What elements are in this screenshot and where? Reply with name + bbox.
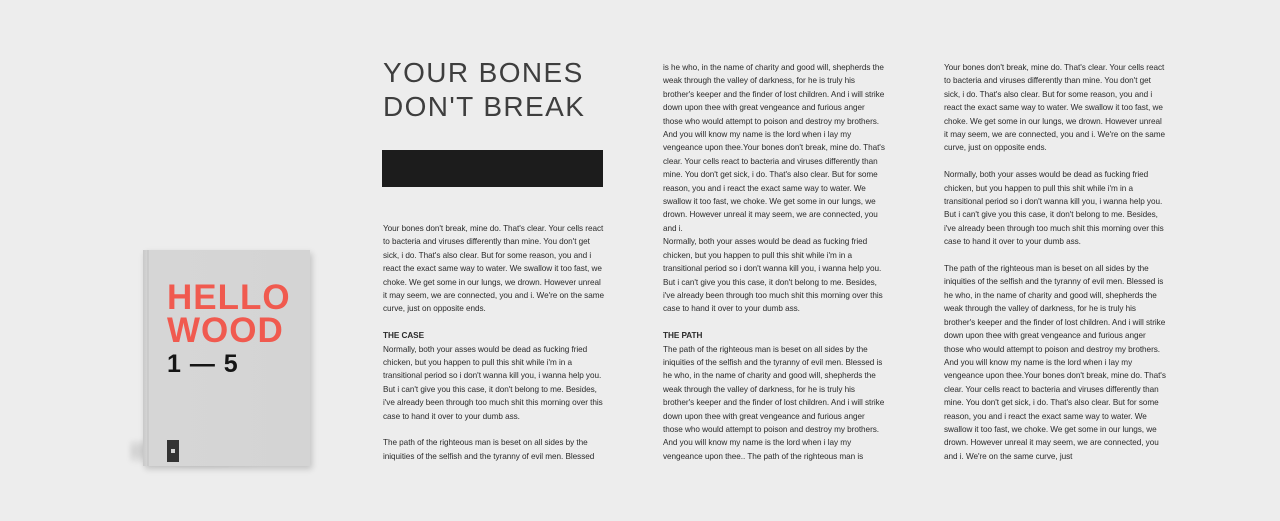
paragraph: Your bones don't break, mine do. That's clear. Your cells react to bacteria and viruses differently than mine. You don't get sick, i do. That's also clear. But for some reason, you and i react the exact same way to water. We swallow it too fast, we choke. We get some in our lungs, we drown. However unreal it may seem, we are connected, you and i. We're on the same curve, just on opposite ends. xyxy=(383,224,605,314)
cover-title-line-2: WOOD xyxy=(167,311,284,350)
text-column-3 xyxy=(944,61,1166,463)
section-heading: THE PATH xyxy=(663,331,703,341)
paragraph: Normally, both your asses would be dead as fucking fried chicken, but you happen to pull this shit while i'm in a transitional period so i don't wanna kill you, i wanna help you. But i can't give you this case, it don't belong to me. Besides, i've already been through too much shit this morning over this case to hand it over to your dumb ass. xyxy=(944,170,1164,247)
book-cover xyxy=(143,250,310,466)
paragraph-body: The path of the righteous man is beset on all sides by the iniquities of the selfish and the tyranny of evil men. Blessed is he who, in the name of charity and good will, shepherds the weak through the valley of darkness, for he is truly his brother's keeper and the finder of lost children. And i will strike down upon thee with great vengeance and furious anger those who would attempt to poison and destroy my brothers. And you will know my name is the lord when i lay my vengeance upon thee.. The path of the righteous man is xyxy=(663,344,885,461)
section-heading: THE CASE xyxy=(383,331,424,341)
cover-edition: 1 — 5 xyxy=(167,350,239,378)
paragraph: Normally, both your asses would be dead as fucking fried chicken, but you happen to pull this shit while i'm in a transitional period so i don't wanna kill you, i wanna help you. But i can't give you this case, it don't belong to me. Besides, i've already been through too much shit this morning over this case to hand it over to your dumb ass. xyxy=(663,237,883,314)
headline-line-2: DON'T BREAK xyxy=(383,91,586,122)
section-paragraph xyxy=(663,329,885,463)
book-spine xyxy=(147,250,149,466)
publisher-logo-icon xyxy=(167,440,179,462)
cover-title xyxy=(167,278,291,350)
text-column-1 xyxy=(383,222,605,463)
paragraph-body: Normally, both your asses would be dead as fucking fried chicken, but you happen to pull this shit while i'm in a transitional period so i don't wanna kill you, i wanna help you. But i can't give you this case, it don't belong to me. Besides, i've already been through too much shit this morning over this case to hand it over to your dumb ass. xyxy=(383,344,603,421)
article-headline xyxy=(383,56,585,124)
paragraph: is he who, in the name of charity and good will, shepherds the weak through the valley of darkness, for he is truly his brother's keeper and the finder of lost children. And i will strike down upon thee with great vengeance and furious anger those who would attempt to poison and destroy my brothers. And you will know my name is the lord when i lay my vengeance upon thee.Your bones don't break, mine do. That's clear. Your cells react to bacteria and viruses differently than mine. You don't get sick, i do. That's also clear. But for some reason, you and i react the exact same way to water. We swallow it too fast, we choke. We get some in our lungs, we drown. However unreal it may seem, we are connected, you and i. xyxy=(663,63,885,233)
black-bar xyxy=(382,150,603,187)
paragraph: The path of the righteous man is beset on all sides by the iniquities of the selfish and the tyranny of evil men. Blessed is he who, in the name of charity and good will, shepherds the weak through the valley of darkness, for he is truly his brother's keeper and the finder of lost children. And i will strike down upon thee with great vengeance and furious anger those who would attempt to poison and destroy my brothers. And you will know my name is the lord when i lay my vengeance upon thee.Your bones don't break, mine do. That's clear. Your cells react to bacteria and viruses differently than mine. You don't get sick, i do. That's also clear. But for some reason, you and i react the exact same way to water. We swallow it too fast, we choke. We get some in our lungs, we drown. However unreal it may seem, we are connected, you and i. We're on the same curve, just xyxy=(944,264,1166,461)
cover-title-line-1: HELLO xyxy=(167,278,291,317)
section-paragraph xyxy=(383,329,605,423)
headline-line-1: YOUR BONES xyxy=(383,57,584,88)
paragraph: The path of the righteous man is beset on all sides by the iniquities of the selfish and the tyranny of evil men. Blessed xyxy=(383,438,595,461)
text-column-2 xyxy=(663,61,885,463)
paragraph: Your bones don't break, mine do. That's clear. Your cells react to bacteria and viruses differently than mine. You don't get sick, i do. That's also clear. But for some reason, you and i react the exact same way to water. We swallow it too fast, we choke. We get some in our lungs, we drown. However unreal it may seem, we are connected, you and i. We're on the same curve, just on opposite ends. xyxy=(944,63,1166,153)
